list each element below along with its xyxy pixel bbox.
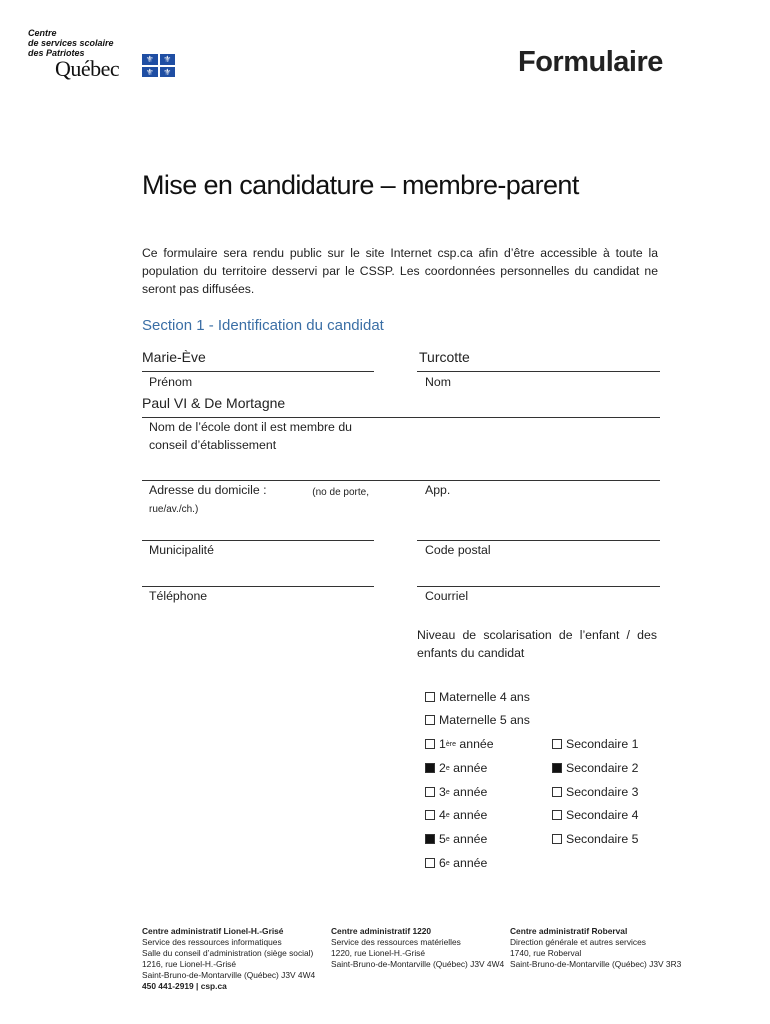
checkbox-label: année bbox=[449, 856, 488, 870]
checkbox-primaire-6[interactable] bbox=[425, 856, 487, 870]
checkbox-label: année bbox=[449, 761, 488, 775]
footer-line: 1220, rue Lionel-H.-Grisé bbox=[331, 948, 426, 958]
checkbox-primaire-3[interactable] bbox=[425, 785, 487, 799]
grade-suffix: e bbox=[445, 788, 450, 796]
footer-line: 1216, rue Lionel-H.-Grisé bbox=[142, 959, 237, 969]
intro-paragraph: Ce formulaire sera rendu public sur le site Internet csp.ca afin d’être accessible à toute la population du territoire desservi par le CSSP. Les coordonnées personnelles du candidat ne seront pas diffusées. bbox=[142, 246, 658, 296]
checkbox-box[interactable] bbox=[425, 739, 435, 749]
footer-column-lionel bbox=[142, 926, 322, 992]
footer-heading: Centre administratif Lionel-H.-Grisé bbox=[142, 926, 284, 936]
ecole-label-line: Nom de l’école dont il est membre du bbox=[149, 420, 352, 434]
checkbox-box[interactable] bbox=[425, 692, 435, 702]
nom-value[interactable]: Turcotte bbox=[419, 349, 470, 365]
header-title: Formulaire bbox=[518, 46, 663, 78]
checkbox-box[interactable] bbox=[552, 834, 562, 844]
grade-suffix: e bbox=[445, 811, 450, 819]
checkbox-label: année bbox=[449, 808, 488, 822]
checkbox-label: année bbox=[449, 832, 488, 846]
quebec-wordmark: Québec bbox=[55, 56, 120, 81]
checkbox-secondaire-2[interactable] bbox=[552, 761, 638, 775]
footer-heading: Centre administratif 1220 bbox=[331, 926, 432, 936]
checkbox-label: Secondaire 4 bbox=[566, 808, 639, 822]
checkbox-label: année bbox=[455, 737, 494, 751]
nom-label: Nom bbox=[425, 375, 451, 389]
checkbox-primaire-4[interactable] bbox=[425, 808, 487, 822]
footer-line: Salle du conseil d’administration (siège social) bbox=[142, 948, 314, 958]
telephone-label: Téléphone bbox=[149, 589, 208, 603]
prenom-line bbox=[142, 371, 374, 372]
prenom-label: Prénom bbox=[149, 375, 193, 389]
footer-line: Service des ressources matérielles bbox=[331, 937, 461, 947]
checkbox-primaire-5[interactable] bbox=[425, 832, 487, 846]
checkbox-label: Secondaire 5 bbox=[566, 832, 639, 846]
checkbox-box[interactable] bbox=[425, 810, 435, 820]
grade-suffix: ère bbox=[445, 740, 456, 748]
checkbox-box[interactable] bbox=[552, 739, 562, 749]
ecole-value[interactable]: Paul VI & De Mortagne bbox=[142, 395, 286, 411]
adresse-hint: (no de porte, bbox=[312, 487, 369, 498]
adresse-label bbox=[149, 481, 369, 516]
checkbox-label: année bbox=[449, 785, 488, 799]
checkbox-primaire-2[interactable] bbox=[425, 761, 487, 775]
checkbox-maternelle-4[interactable] bbox=[425, 690, 530, 704]
adresse-hint: rue/av./ch.) bbox=[149, 504, 199, 515]
footer-line: Direction générale et autres services bbox=[510, 937, 646, 947]
adresse-label-text: Adresse du domicile : bbox=[149, 483, 267, 497]
section-title: Section 1 - Identification du candidat bbox=[142, 317, 384, 334]
niveau-label: Niveau de scolarisation de l’enfant / des enfants du candidat bbox=[417, 628, 657, 660]
grade-suffix: e bbox=[445, 859, 450, 867]
checkbox-label: Secondaire 2 bbox=[566, 761, 639, 775]
checkbox-box[interactable] bbox=[552, 763, 562, 773]
org-line: Centre bbox=[28, 28, 57, 38]
ecole-label-line: conseil d’établissement bbox=[149, 438, 277, 452]
grade-number: 4 bbox=[439, 808, 446, 822]
municipalite-label: Municipalité bbox=[149, 543, 214, 557]
footer-column-roberval bbox=[510, 926, 690, 970]
checkbox-box[interactable] bbox=[425, 763, 435, 773]
checkbox-label: Maternelle 5 ans bbox=[439, 713, 530, 727]
checkbox-secondaire-1[interactable] bbox=[552, 737, 638, 751]
checkbox-box[interactable] bbox=[425, 834, 435, 844]
footer-phone-web: 450 441-2919 | csp.ca bbox=[142, 981, 227, 991]
grade-suffix: e bbox=[445, 835, 450, 843]
org-line: des Patriotes bbox=[28, 48, 85, 58]
app-label: App. bbox=[425, 483, 451, 497]
footer-line: Service des ressources informatiques bbox=[142, 937, 282, 947]
footer-line: 1740, rue Roberval bbox=[510, 948, 582, 958]
checkbox-secondaire-3[interactable] bbox=[552, 785, 638, 799]
code-postal-label: Code postal bbox=[425, 543, 491, 557]
quebec-flag-icon: ⚜ ⚜ ⚜ ⚜ bbox=[142, 54, 175, 77]
document-title: Mise en candidature – membre-parent bbox=[142, 170, 579, 200]
footer-line: Saint-Bruno-de-Montarville (Québec) J3V 4W4 bbox=[331, 959, 505, 969]
grade-number: 3 bbox=[439, 785, 446, 799]
checkbox-primaire-1[interactable] bbox=[425, 737, 494, 751]
checkbox-box[interactable] bbox=[425, 715, 435, 725]
ecole-label bbox=[149, 418, 379, 454]
checkbox-secondaire-4[interactable] bbox=[552, 808, 638, 822]
checkbox-box[interactable] bbox=[425, 858, 435, 868]
grade-number: 5 bbox=[439, 832, 446, 846]
checkbox-maternelle-5[interactable] bbox=[425, 713, 530, 727]
footer-line: Saint-Bruno-de-Montarville (Québec) J3V 4W4 bbox=[142, 970, 316, 980]
checkbox-label: Secondaire 1 bbox=[566, 737, 639, 751]
grade-number: 6 bbox=[439, 856, 446, 870]
checkbox-box[interactable] bbox=[552, 787, 562, 797]
checkbox-box[interactable] bbox=[552, 810, 562, 820]
prenom-value[interactable]: Marie-Ève bbox=[142, 349, 206, 365]
footer-column-1220 bbox=[331, 926, 506, 970]
checkbox-box[interactable] bbox=[425, 787, 435, 797]
grade-suffix: e bbox=[445, 764, 450, 772]
checkbox-label: Maternelle 4 ans bbox=[439, 690, 530, 704]
checkbox-label: Secondaire 3 bbox=[566, 785, 639, 799]
grade-number: 2 bbox=[439, 761, 446, 775]
checkbox-secondaire-5[interactable] bbox=[552, 832, 638, 846]
courriel-label: Courriel bbox=[425, 589, 469, 603]
footer-line: Saint-Bruno-de-Montarville (Québec) J3V 3R3 bbox=[510, 959, 682, 969]
org-line: de services scolaire bbox=[28, 38, 114, 48]
footer-heading: Centre administratif Roberval bbox=[510, 926, 628, 936]
nom-line bbox=[417, 371, 660, 372]
grade-number: 1 bbox=[439, 737, 446, 751]
